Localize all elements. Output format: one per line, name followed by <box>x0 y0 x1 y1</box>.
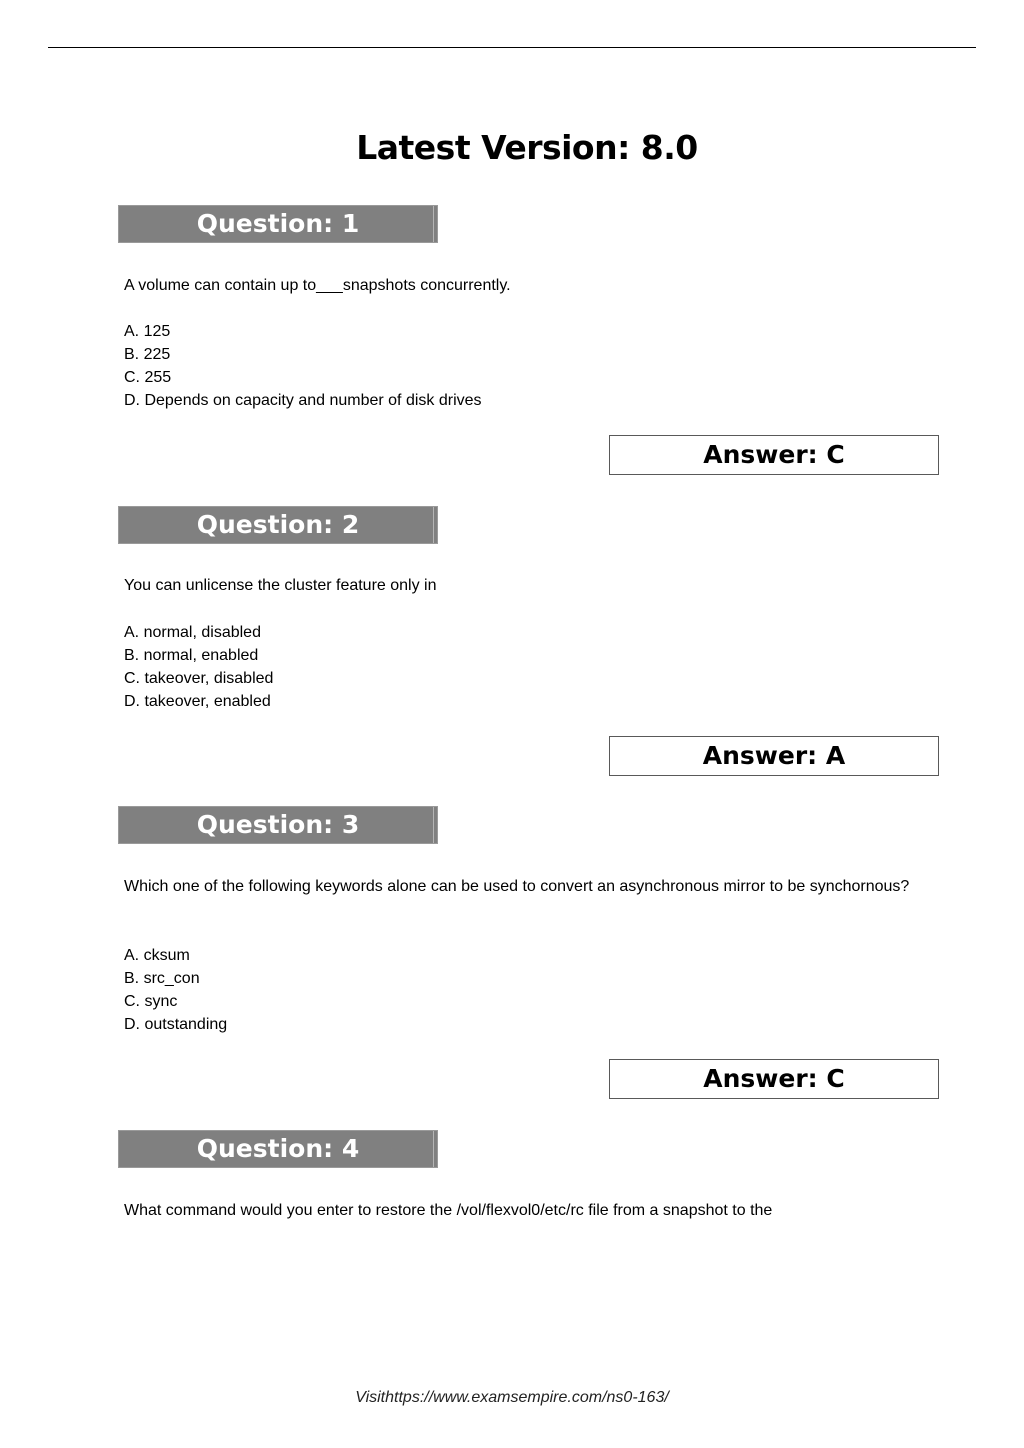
question-4-header <box>118 1130 438 1168</box>
question-2-label: Question: 2 <box>196 510 360 539</box>
question-3-option-a: A. cksum <box>124 947 190 964</box>
question-1-label: Question: 1 <box>196 209 360 238</box>
question-1-header <box>118 205 438 243</box>
question-3-answer-box <box>609 1059 939 1099</box>
header-rule <box>48 47 976 48</box>
question-1-option-c: C. 255 <box>124 369 172 386</box>
footer-url[interactable]: Visithttps://www.examsempire.com/ns0-163/ <box>355 1389 669 1406</box>
question-2-answer-box <box>609 736 939 776</box>
question-1-stem: A volume can contain up to___snapshots concurrently. <box>124 277 511 294</box>
question-3-option-b: B. src_con <box>124 970 200 987</box>
question-3-option-c: C. sync <box>124 993 178 1010</box>
question-2-option-c: C. takeover, disabled <box>124 670 274 687</box>
question-1-answer-box <box>609 435 939 475</box>
question-3-answer: Answer: C <box>703 1064 845 1093</box>
question-2-answer: Answer: A <box>702 741 846 770</box>
question-1-answer: Answer: C <box>703 440 845 469</box>
question-3-stem: Which one of the following keywords alone can be used to convert an asynchronous mirror to be synchornous? <box>124 878 910 895</box>
question-2-option-a: A. normal, disabled <box>124 624 261 641</box>
question-4-label: Question: 4 <box>196 1134 360 1163</box>
question-3-option-d: D. outstanding <box>124 1016 228 1033</box>
question-2-option-b: B. normal, enabled <box>124 647 259 664</box>
question-1-option-b: B. 225 <box>124 346 171 363</box>
question-3-header <box>118 806 438 844</box>
question-2-option-d: D. takeover, enabled <box>124 693 271 710</box>
question-1-option-a: A. 125 <box>124 323 171 340</box>
question-3-label: Question: 3 <box>196 810 360 839</box>
question-4-stem: What command would you enter to restore the /vol/flexvol0/etc/rc file from a snapshot to the <box>124 1202 773 1219</box>
question-2-header <box>118 506 438 544</box>
page-title: Latest Version: 8.0 <box>356 128 698 167</box>
question-2-stem: You can unlicense the cluster feature only in <box>124 577 437 594</box>
question-1-option-d: D. Depends on capacity and number of disk drives <box>124 392 482 409</box>
